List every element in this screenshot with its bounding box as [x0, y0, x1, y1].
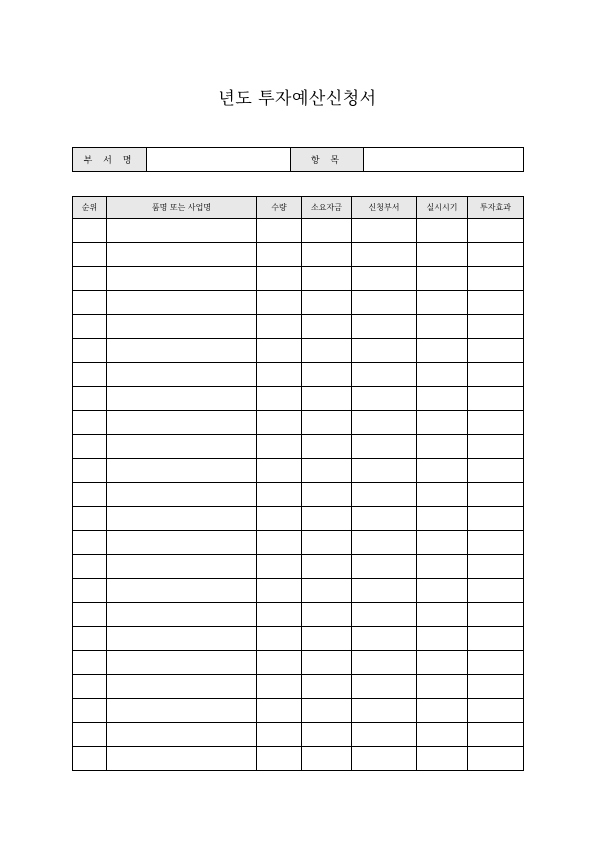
table-row [73, 243, 524, 267]
implementation-period-cell[interactable] [417, 675, 468, 699]
requesting-dept-cell[interactable] [352, 315, 417, 339]
quantity-cell[interactable] [257, 555, 302, 579]
investment-effect-cell[interactable] [468, 651, 524, 675]
table-row [73, 507, 524, 531]
investment-effect-cell[interactable] [468, 243, 524, 267]
quantity-header: 수량 [257, 197, 302, 219]
rank-cell[interactable] [73, 555, 107, 579]
implementation-period-cell[interactable] [417, 603, 468, 627]
investment-effect-cell[interactable] [468, 435, 524, 459]
item-name-header: 품명 또는 사업명 [107, 197, 257, 219]
required-funds-cell[interactable] [302, 339, 352, 363]
table-row [73, 291, 524, 315]
item-name-cell[interactable] [107, 411, 257, 435]
table-row [73, 723, 524, 747]
required-funds-cell[interactable] [302, 387, 352, 411]
table-row [73, 483, 524, 507]
rank-cell[interactable] [73, 507, 107, 531]
table-row [73, 699, 524, 723]
item-name-cell[interactable] [107, 243, 257, 267]
table-row [73, 651, 524, 675]
implementation-period-cell[interactable] [417, 435, 468, 459]
implementation-period-cell[interactable] [417, 651, 468, 675]
table-row [73, 435, 524, 459]
requesting-dept-cell[interactable] [352, 387, 417, 411]
required-funds-cell[interactable] [302, 675, 352, 699]
rank-cell[interactable] [73, 627, 107, 651]
table-row [73, 459, 524, 483]
implementation-period-cell[interactable] [417, 219, 468, 243]
table-row [73, 531, 524, 555]
rank-cell[interactable] [73, 699, 107, 723]
implementation-period-cell[interactable] [417, 531, 468, 555]
quantity-cell[interactable] [257, 675, 302, 699]
quantity-cell[interactable] [257, 435, 302, 459]
quantity-cell[interactable] [257, 411, 302, 435]
implementation-period-header: 실시시기 [417, 197, 468, 219]
table-row [73, 579, 524, 603]
required-funds-cell[interactable] [302, 315, 352, 339]
requesting-dept-header: 신청부서 [352, 197, 417, 219]
rank-cell[interactable] [73, 267, 107, 291]
requesting-dept-cell[interactable] [352, 363, 417, 387]
item-name-cell[interactable] [107, 675, 257, 699]
rank-cell[interactable] [73, 315, 107, 339]
quantity-cell[interactable] [257, 747, 302, 771]
quantity-cell[interactable] [257, 267, 302, 291]
investment-effect-cell[interactable] [468, 363, 524, 387]
table-row [73, 387, 524, 411]
requesting-dept-cell[interactable] [352, 291, 417, 315]
rank-cell[interactable] [73, 435, 107, 459]
investment-effect-cell[interactable] [468, 459, 524, 483]
quantity-cell[interactable] [257, 603, 302, 627]
implementation-period-cell[interactable] [417, 747, 468, 771]
item-name-cell[interactable] [107, 267, 257, 291]
quantity-cell[interactable] [257, 507, 302, 531]
requesting-dept-cell[interactable] [352, 483, 417, 507]
quantity-cell[interactable] [257, 291, 302, 315]
info-row [73, 148, 524, 172]
investment-effect-cell[interactable] [468, 267, 524, 291]
table-row [73, 603, 524, 627]
rank-cell[interactable] [73, 411, 107, 435]
table-row [73, 411, 524, 435]
requesting-dept-cell[interactable] [352, 243, 417, 267]
investment-effect-cell[interactable] [468, 315, 524, 339]
table-body [73, 219, 524, 771]
implementation-period-cell[interactable] [417, 363, 468, 387]
required-funds-cell[interactable] [302, 435, 352, 459]
requesting-dept-cell[interactable] [352, 747, 417, 771]
requesting-dept-cell[interactable] [352, 459, 417, 483]
quantity-cell[interactable] [257, 243, 302, 267]
requesting-dept-cell[interactable] [352, 723, 417, 747]
item-name-cell[interactable] [107, 459, 257, 483]
item-name-cell[interactable] [107, 339, 257, 363]
requesting-dept-cell[interactable] [352, 651, 417, 675]
item-name-cell[interactable] [107, 483, 257, 507]
requesting-dept-cell[interactable] [352, 507, 417, 531]
requesting-dept-cell[interactable] [352, 339, 417, 363]
item-field[interactable] [364, 148, 524, 172]
rank-cell[interactable] [73, 603, 107, 627]
requesting-dept-cell[interactable] [352, 603, 417, 627]
item-name-cell[interactable] [107, 555, 257, 579]
quantity-cell[interactable] [257, 459, 302, 483]
rank-cell[interactable] [73, 291, 107, 315]
investment-effect-cell[interactable] [468, 699, 524, 723]
required-funds-cell[interactable] [302, 483, 352, 507]
item-name-cell[interactable] [107, 531, 257, 555]
quantity-cell[interactable] [257, 531, 302, 555]
quantity-cell[interactable] [257, 339, 302, 363]
rank-cell[interactable] [73, 675, 107, 699]
investment-effect-cell[interactable] [468, 723, 524, 747]
implementation-period-cell[interactable] [417, 555, 468, 579]
investment-effect-cell[interactable] [468, 339, 524, 363]
investment-effect-cell[interactable] [468, 219, 524, 243]
implementation-period-cell[interactable] [417, 627, 468, 651]
quantity-cell[interactable] [257, 699, 302, 723]
requesting-dept-cell[interactable] [352, 267, 417, 291]
investment-effect-cell[interactable] [468, 531, 524, 555]
quantity-cell[interactable] [257, 579, 302, 603]
page-title: 년도 투자예산신청서 [218, 89, 377, 109]
table-row [73, 627, 524, 651]
requesting-dept-cell[interactable] [352, 579, 417, 603]
required-funds-cell[interactable] [302, 627, 352, 651]
info-table [72, 147, 524, 172]
table-row [73, 315, 524, 339]
quantity-cell[interactable] [257, 627, 302, 651]
required-funds-cell[interactable] [302, 459, 352, 483]
implementation-period-cell[interactable] [417, 723, 468, 747]
rank-cell[interactable] [73, 243, 107, 267]
implementation-period-cell[interactable] [417, 387, 468, 411]
requesting-dept-cell[interactable] [352, 435, 417, 459]
quantity-cell[interactable] [257, 387, 302, 411]
item-name-cell[interactable] [107, 747, 257, 771]
item-name-cell[interactable] [107, 699, 257, 723]
item-name-cell[interactable] [107, 363, 257, 387]
investment-effect-cell[interactable] [468, 291, 524, 315]
investment-effect-cell[interactable] [468, 579, 524, 603]
required-funds-cell[interactable] [302, 603, 352, 627]
required-funds-cell[interactable] [302, 219, 352, 243]
quantity-cell[interactable] [257, 363, 302, 387]
investment-effect-cell[interactable] [468, 675, 524, 699]
rank-cell[interactable] [73, 483, 107, 507]
item-name-cell[interactable] [107, 507, 257, 531]
rank-cell[interactable] [73, 363, 107, 387]
rank-cell[interactable] [73, 747, 107, 771]
table-row [73, 747, 524, 771]
implementation-period-cell[interactable] [417, 339, 468, 363]
table-row [73, 219, 524, 243]
table-row [73, 675, 524, 699]
requesting-dept-cell[interactable] [352, 699, 417, 723]
implementation-period-cell[interactable] [417, 459, 468, 483]
required-funds-cell[interactable] [302, 747, 352, 771]
rank-cell[interactable] [73, 459, 107, 483]
rank-header: 순위 [73, 197, 107, 219]
required-funds-cell[interactable] [302, 411, 352, 435]
implementation-period-cell[interactable] [417, 507, 468, 531]
investment-effect-cell[interactable] [468, 411, 524, 435]
required-funds-cell[interactable] [302, 363, 352, 387]
implementation-period-cell[interactable] [417, 243, 468, 267]
item-name-cell[interactable] [107, 315, 257, 339]
department-label: 부 서 명 [73, 148, 147, 172]
requesting-dept-cell[interactable] [352, 411, 417, 435]
item-label: 항 목 [291, 148, 364, 172]
rank-cell[interactable] [73, 387, 107, 411]
header-row [73, 197, 524, 219]
item-name-cell[interactable] [107, 387, 257, 411]
item-name-cell[interactable] [107, 291, 257, 315]
department-field[interactable] [147, 148, 291, 172]
rank-cell[interactable] [73, 651, 107, 675]
required-funds-cell[interactable] [302, 723, 352, 747]
required-funds-cell[interactable] [302, 243, 352, 267]
rank-cell[interactable] [73, 531, 107, 555]
implementation-period-cell[interactable] [417, 411, 468, 435]
required-funds-cell[interactable] [302, 579, 352, 603]
requesting-dept-cell[interactable] [352, 627, 417, 651]
item-name-cell[interactable] [107, 579, 257, 603]
quantity-cell[interactable] [257, 483, 302, 507]
implementation-period-cell[interactable] [417, 579, 468, 603]
item-name-cell[interactable] [107, 627, 257, 651]
investment-table [72, 196, 524, 771]
requesting-dept-cell[interactable] [352, 531, 417, 555]
table-row [73, 555, 524, 579]
required-funds-cell[interactable] [302, 507, 352, 531]
implementation-period-cell[interactable] [417, 267, 468, 291]
required-funds-cell[interactable] [302, 555, 352, 579]
investment-effect-cell[interactable] [468, 387, 524, 411]
required-funds-header: 소요자금 [302, 197, 352, 219]
rank-cell[interactable] [73, 339, 107, 363]
rank-cell[interactable] [73, 579, 107, 603]
required-funds-cell[interactable] [302, 699, 352, 723]
implementation-period-cell[interactable] [417, 315, 468, 339]
investment-effect-cell[interactable] [468, 627, 524, 651]
requesting-dept-cell[interactable] [352, 219, 417, 243]
requesting-dept-cell[interactable] [352, 555, 417, 579]
item-name-cell[interactable] [107, 651, 257, 675]
implementation-period-cell[interactable] [417, 291, 468, 315]
item-name-cell[interactable] [107, 723, 257, 747]
table-row [73, 363, 524, 387]
item-name-cell[interactable] [107, 219, 257, 243]
implementation-period-cell[interactable] [417, 699, 468, 723]
item-name-cell[interactable] [107, 435, 257, 459]
required-funds-cell[interactable] [302, 291, 352, 315]
required-funds-cell[interactable] [302, 651, 352, 675]
investment-effect-cell[interactable] [468, 483, 524, 507]
implementation-period-cell[interactable] [417, 483, 468, 507]
rank-cell[interactable] [73, 723, 107, 747]
quantity-cell[interactable] [257, 219, 302, 243]
quantity-cell[interactable] [257, 315, 302, 339]
table-row [73, 339, 524, 363]
investment-effect-cell[interactable] [468, 507, 524, 531]
required-funds-cell[interactable] [302, 531, 352, 555]
table-row [73, 267, 524, 291]
investment-effect-header: 투자효과 [468, 197, 524, 219]
quantity-cell[interactable] [257, 651, 302, 675]
investment-effect-cell[interactable] [468, 603, 524, 627]
quantity-cell[interactable] [257, 723, 302, 747]
requesting-dept-cell[interactable] [352, 675, 417, 699]
item-name-cell[interactable] [107, 603, 257, 627]
investment-effect-cell[interactable] [468, 747, 524, 771]
rank-cell[interactable] [73, 219, 107, 243]
required-funds-cell[interactable] [302, 267, 352, 291]
investment-effect-cell[interactable] [468, 555, 524, 579]
